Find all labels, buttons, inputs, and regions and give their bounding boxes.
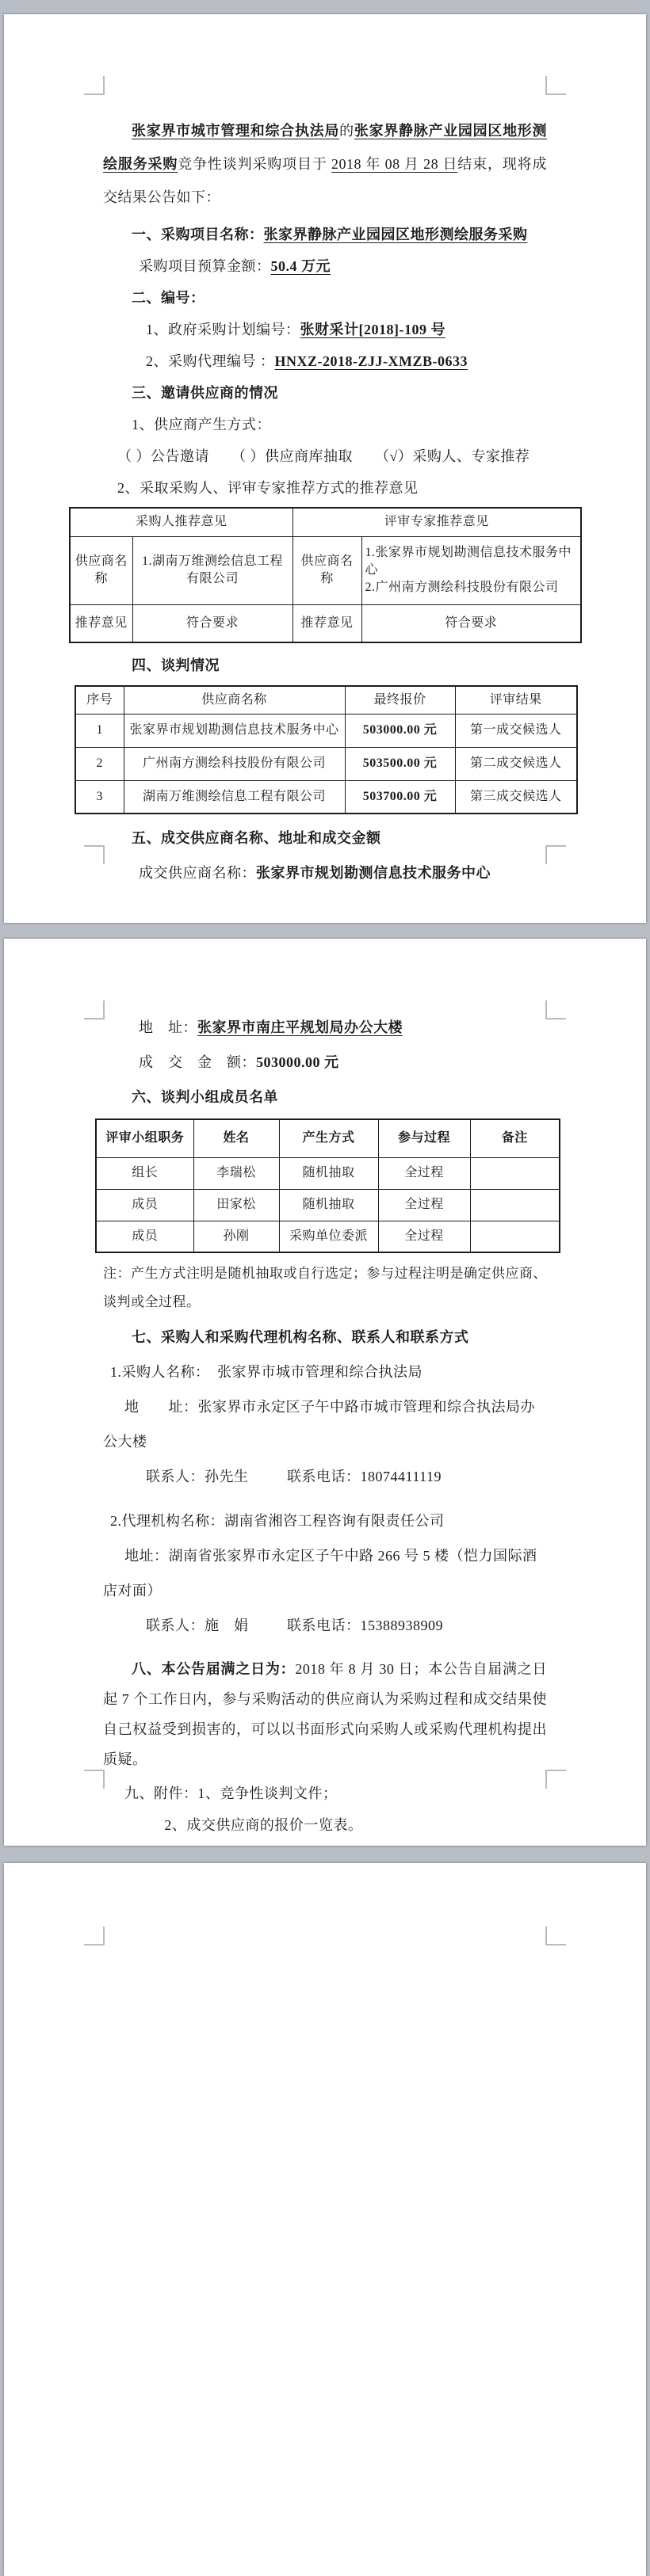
table-cell: 符合要求 xyxy=(132,604,292,642)
section-1-value: 张家界静脉产业园园区地形测绘服务采购 xyxy=(263,227,528,242)
deal-amount-line xyxy=(103,1045,547,1080)
section-5-heading: 五、成交供应商名称、地址和成交金额 xyxy=(132,830,381,846)
table-row xyxy=(96,1157,560,1189)
table-row xyxy=(75,714,577,747)
plan-number-line xyxy=(103,314,547,345)
table-cell: 全过程 xyxy=(378,1221,470,1252)
section-1-label: 一、采购项目名称： xyxy=(132,227,264,242)
section-4-heading: 四、谈判情况 xyxy=(132,657,220,673)
intro-plain-2: 竞争性谈判采购项目于 xyxy=(178,156,332,172)
section-8-label: 八、本公告届满之日为： xyxy=(132,1661,296,1677)
table-row xyxy=(96,1221,560,1252)
deal-amount-value: 503000.00 元 xyxy=(256,1054,339,1070)
table-header-cell: 评审结果 xyxy=(455,686,577,714)
agency-phone: 联系电话：15388938909 xyxy=(287,1618,443,1633)
margin-mark-top-left xyxy=(84,76,105,95)
table-note: 注：产生方式注明是随机抽取或自行选定；参与过程注明是确定供应商、谈判或全过程。 xyxy=(103,1266,547,1309)
table-cell: 第一成交候选人 xyxy=(455,714,577,747)
section-8-paragraph xyxy=(103,1654,547,1774)
table-cell: 采购单位委派 xyxy=(279,1221,378,1252)
table-cell: 孙刚 xyxy=(193,1221,279,1252)
section-6-heading: 六、谈判小组成员名单 xyxy=(132,1089,278,1105)
margin-mark-bottom-left xyxy=(84,845,105,864)
agency-name-line: 2.代理机构名称：湖南省湘咨工程咨询有限责任公司 xyxy=(110,1513,445,1529)
table-cell: 3 xyxy=(75,780,124,814)
table-cell: 湖南万维测绘信息工程有限公司 xyxy=(124,780,345,814)
section-3-heading: 三、邀请供应商的情况 xyxy=(132,385,278,401)
table-cell: 推荐意见 xyxy=(70,604,132,642)
intro-plain-3: 结束，现将成交结果公告如下： xyxy=(103,156,548,205)
margin-mark-bottom-right xyxy=(545,1770,566,1789)
margin-mark-bottom-left xyxy=(84,1770,105,1789)
buyer-phone: 联系电话：18074411119 xyxy=(287,1469,442,1484)
margin-mark-top-right xyxy=(545,1000,566,1019)
margin-mark-top-right xyxy=(545,76,566,95)
table-cell: 李瑞松 xyxy=(193,1157,279,1189)
table-cell: 全过程 xyxy=(378,1189,470,1221)
end-date-underlined: 2018 年 08 月 28 日 xyxy=(331,156,458,172)
table-cell xyxy=(361,536,581,604)
table-header-cell: 姓名 xyxy=(193,1119,279,1157)
section-1-heading xyxy=(103,219,547,250)
agency-number-line xyxy=(103,345,547,377)
winner-line xyxy=(103,855,547,890)
supplier-method-line: 1、供应商产生方式： xyxy=(132,417,271,433)
project-name-underlined: 张家界静脉产业园园区地形测绘服务采购 xyxy=(103,123,548,172)
table-cell xyxy=(470,1221,560,1252)
table-cell: 1 xyxy=(75,714,124,747)
table-cell: 2 xyxy=(75,747,124,780)
margin-mark-top-left xyxy=(84,1926,105,1945)
panel-member-table xyxy=(95,1118,560,1253)
table-cell xyxy=(470,1157,560,1189)
negotiation-table xyxy=(75,685,578,814)
winner-label: 成交供应商名称： xyxy=(139,865,256,881)
section-7-heading: 七、采购人和采购代理机构名称、联系人和联系方式 xyxy=(132,1329,469,1345)
attachment-line-1: 九、附件：1、竞争性谈判文件； xyxy=(124,1785,338,1801)
table-cell: 张家界市规划勘测信息技术服务中心 xyxy=(124,714,345,747)
section-8-text: 2018 年 8 月 30 日；本公告自届满之日起 7 个工作日内，参与采购活动的供应商认为采购过程和成交结果使自己权益受到损害的，可以以书面形式向采购人或采购代理机构提出质疑。 xyxy=(103,1661,548,1767)
table-cell: 符合要求 xyxy=(361,604,581,642)
buyer-contact-line xyxy=(103,1459,547,1494)
winner-value: 张家界市规划勘测信息技术服务中心 xyxy=(256,865,491,881)
section-2-heading: 二、编号： xyxy=(132,290,205,306)
table-cell: 随机抽取 xyxy=(279,1189,378,1221)
table-cell: 成员 xyxy=(96,1189,193,1221)
table-cell: 503500.00 元 xyxy=(345,747,455,780)
table-cell: 供应商名称 xyxy=(292,536,361,604)
buyer-name-line: 1.采购人名称： 张家界市城市管理和综合执法局 xyxy=(110,1364,422,1380)
table-header-cell: 评审小组职务 xyxy=(96,1119,193,1157)
table-cell: 田家松 xyxy=(193,1189,279,1221)
document-page-1 xyxy=(4,14,646,923)
expert-supplier-1: 1.张家界市规划勘测信息技术服务中心 xyxy=(365,546,572,577)
intro-paragraph xyxy=(103,14,547,214)
table-row xyxy=(75,747,577,780)
intro-plain-1: 的 xyxy=(339,123,354,139)
table-cell: 评审专家推荐意见 xyxy=(292,508,581,536)
table-cell: 503700.00 元 xyxy=(345,780,455,814)
deal-address-value: 张家界市南庄平规划局办公大楼 xyxy=(197,1019,403,1035)
agency-address-line: 地址：湖南省张家界市永定区子午中路 266 号 5 楼（恺力国际酒店对面） xyxy=(103,1548,537,1599)
agency-number-label: 2、采购代理编号 ： xyxy=(146,353,275,369)
buyer-name-underlined: 张家界市城市管理和综合执法局 xyxy=(132,123,340,139)
agency-contact-line xyxy=(103,1608,547,1643)
buyer-address-line: 地 址：张家界市永定区子午中路市城市管理和综合执法局办公大楼 xyxy=(103,1399,535,1450)
table-cell: 随机抽取 xyxy=(279,1157,378,1189)
document-page-3 xyxy=(4,1863,646,2576)
table-row xyxy=(96,1189,560,1221)
budget-value: 50.4 万元 xyxy=(270,258,331,274)
margin-mark-top-right xyxy=(545,1926,566,1945)
margin-mark-bottom-right xyxy=(545,845,566,864)
table-cell xyxy=(470,1189,560,1221)
table-cell: 成员 xyxy=(96,1221,193,1252)
table-header-cell: 备注 xyxy=(470,1119,560,1157)
table-row xyxy=(75,780,577,814)
table-cell: 503000.00 元 xyxy=(345,714,455,747)
recommendation-line: 2、采取采购人、评审专家推荐方式的推荐意见 xyxy=(117,480,419,496)
agency-number-value: HNXZ-2018-ZJJ-XMZB-0633 xyxy=(274,353,468,369)
recommendation-table xyxy=(69,507,582,643)
deal-address-line xyxy=(103,939,547,1045)
plan-number-label: 1、政府采购计划编号： xyxy=(146,322,300,337)
margin-mark-top-left xyxy=(84,1000,105,1019)
table-header-cell: 产生方式 xyxy=(279,1119,378,1157)
table-cell: 第二成交候选人 xyxy=(455,747,577,780)
table-header-cell: 序号 xyxy=(75,686,124,714)
attachment-line-2: 2、成交供应商的报价一览表。 xyxy=(164,1817,363,1833)
document-page-2 xyxy=(4,939,646,1846)
table-cell: 推荐意见 xyxy=(292,604,361,642)
expert-supplier-2: 2.广州南方测绘科技股份有限公司 xyxy=(365,581,559,594)
budget-line xyxy=(103,250,547,282)
table-header-cell: 参与过程 xyxy=(378,1119,470,1157)
table-cell: 组长 xyxy=(96,1157,193,1189)
deal-amount-label: 成 交 金 额： xyxy=(139,1054,256,1070)
table-cell: 采购人推荐意见 xyxy=(70,508,292,536)
deal-address-label: 地 址： xyxy=(139,1019,197,1035)
plan-number-value: 张财采计[2018]-109 号 xyxy=(300,322,445,337)
table-cell: 广州南方测绘科技股份有限公司 xyxy=(124,747,345,780)
buyer-contact: 联系人：孙先生 xyxy=(146,1469,249,1484)
table-header-cell: 供应商名称 xyxy=(124,686,345,714)
table-cell: 全过程 xyxy=(378,1157,470,1189)
table-cell: 第三成交候选人 xyxy=(455,780,577,814)
budget-label: 采购项目预算金额： xyxy=(139,258,271,274)
checkbox-line: （ ）公告邀请 （ ）供应商库抽取 （√）采购人、专家推荐 xyxy=(117,448,530,464)
table-cell: 供应商名称 xyxy=(70,536,132,604)
table-cell: 1.湖南万维测绘信息工程有限公司 xyxy=(132,536,292,604)
table-header-cell: 最终报价 xyxy=(345,686,455,714)
agency-contact: 联系人：施 娟 xyxy=(146,1618,249,1633)
